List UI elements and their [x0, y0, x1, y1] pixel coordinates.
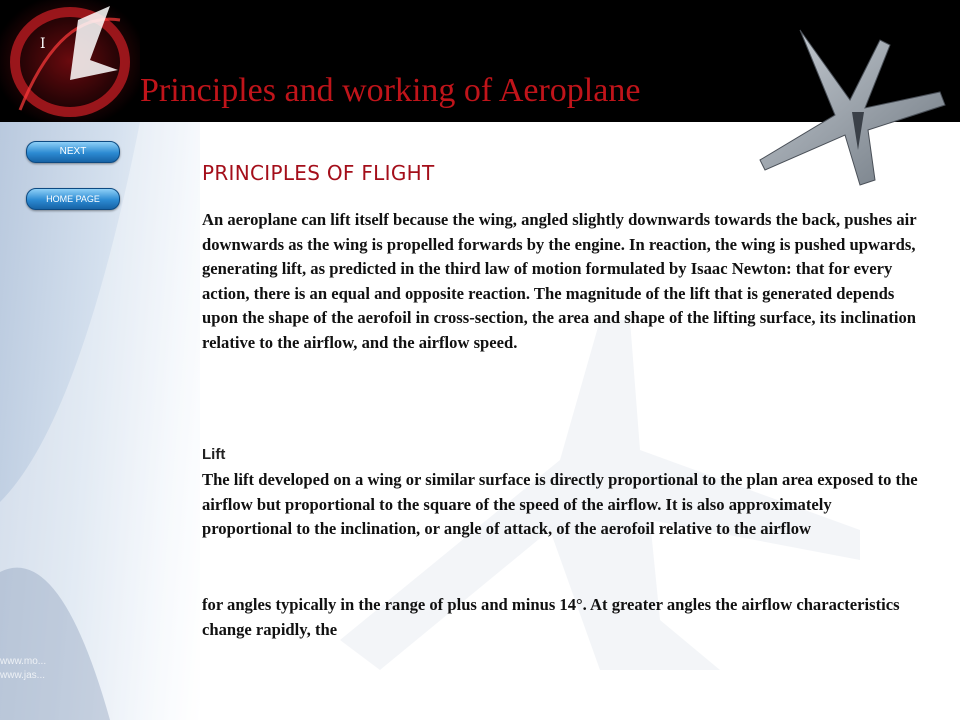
logo-swirl-icon	[0, 0, 140, 122]
svg-text:I: I	[40, 36, 46, 52]
watermark-line-2: www.jas...	[0, 670, 46, 681]
sidebar-light-streak	[0, 122, 200, 720]
paragraph-angles: for angles typically in the range of plus and minus 14°. At greater angles the airflow characteristics change rapidly, the	[202, 595, 900, 639]
section-title: PRINCIPLES OF FLIGHT	[202, 161, 435, 185]
site-watermark	[0, 655, 46, 683]
paragraph-lift: The lift developed on a wing or similar surface is directly proportional to the plan area exposed to the airflow but proportional to the square of the speed of the airflow. It is also approximately proportional to the inclination, or angle of attack, of the aerofoil relative to the airflow	[202, 470, 918, 538]
home-page-button[interactable]: HOME PAGE	[26, 188, 120, 210]
watermark-line-1: www.mo...	[0, 656, 47, 667]
paragraph-principles: An aeroplane can lift itself because the wing, angled slightly downwards towards the back, pushes air downwards as the wing is propelled forwards by the engine. In reaction, the wing is pushed upwards, generating lift, as predicted in the third law of motion formulated by Isaac Newton: that for every action, there is an equal and opposite reaction. The magnitude of the lift that is generated depends upon the shape of the aerofoil in cross-section, the area and shape of the lifting surface, its inclination relative to the airflow, and the airflow speed.	[202, 210, 917, 352]
next-button[interactable]: NEXT	[26, 141, 120, 163]
sidebar-panel	[0, 122, 200, 720]
page-title: Principles and working of Aeroplane	[140, 72, 641, 109]
lift-heading: Lift	[202, 446, 226, 463]
fighter-jet-image	[740, 20, 960, 190]
